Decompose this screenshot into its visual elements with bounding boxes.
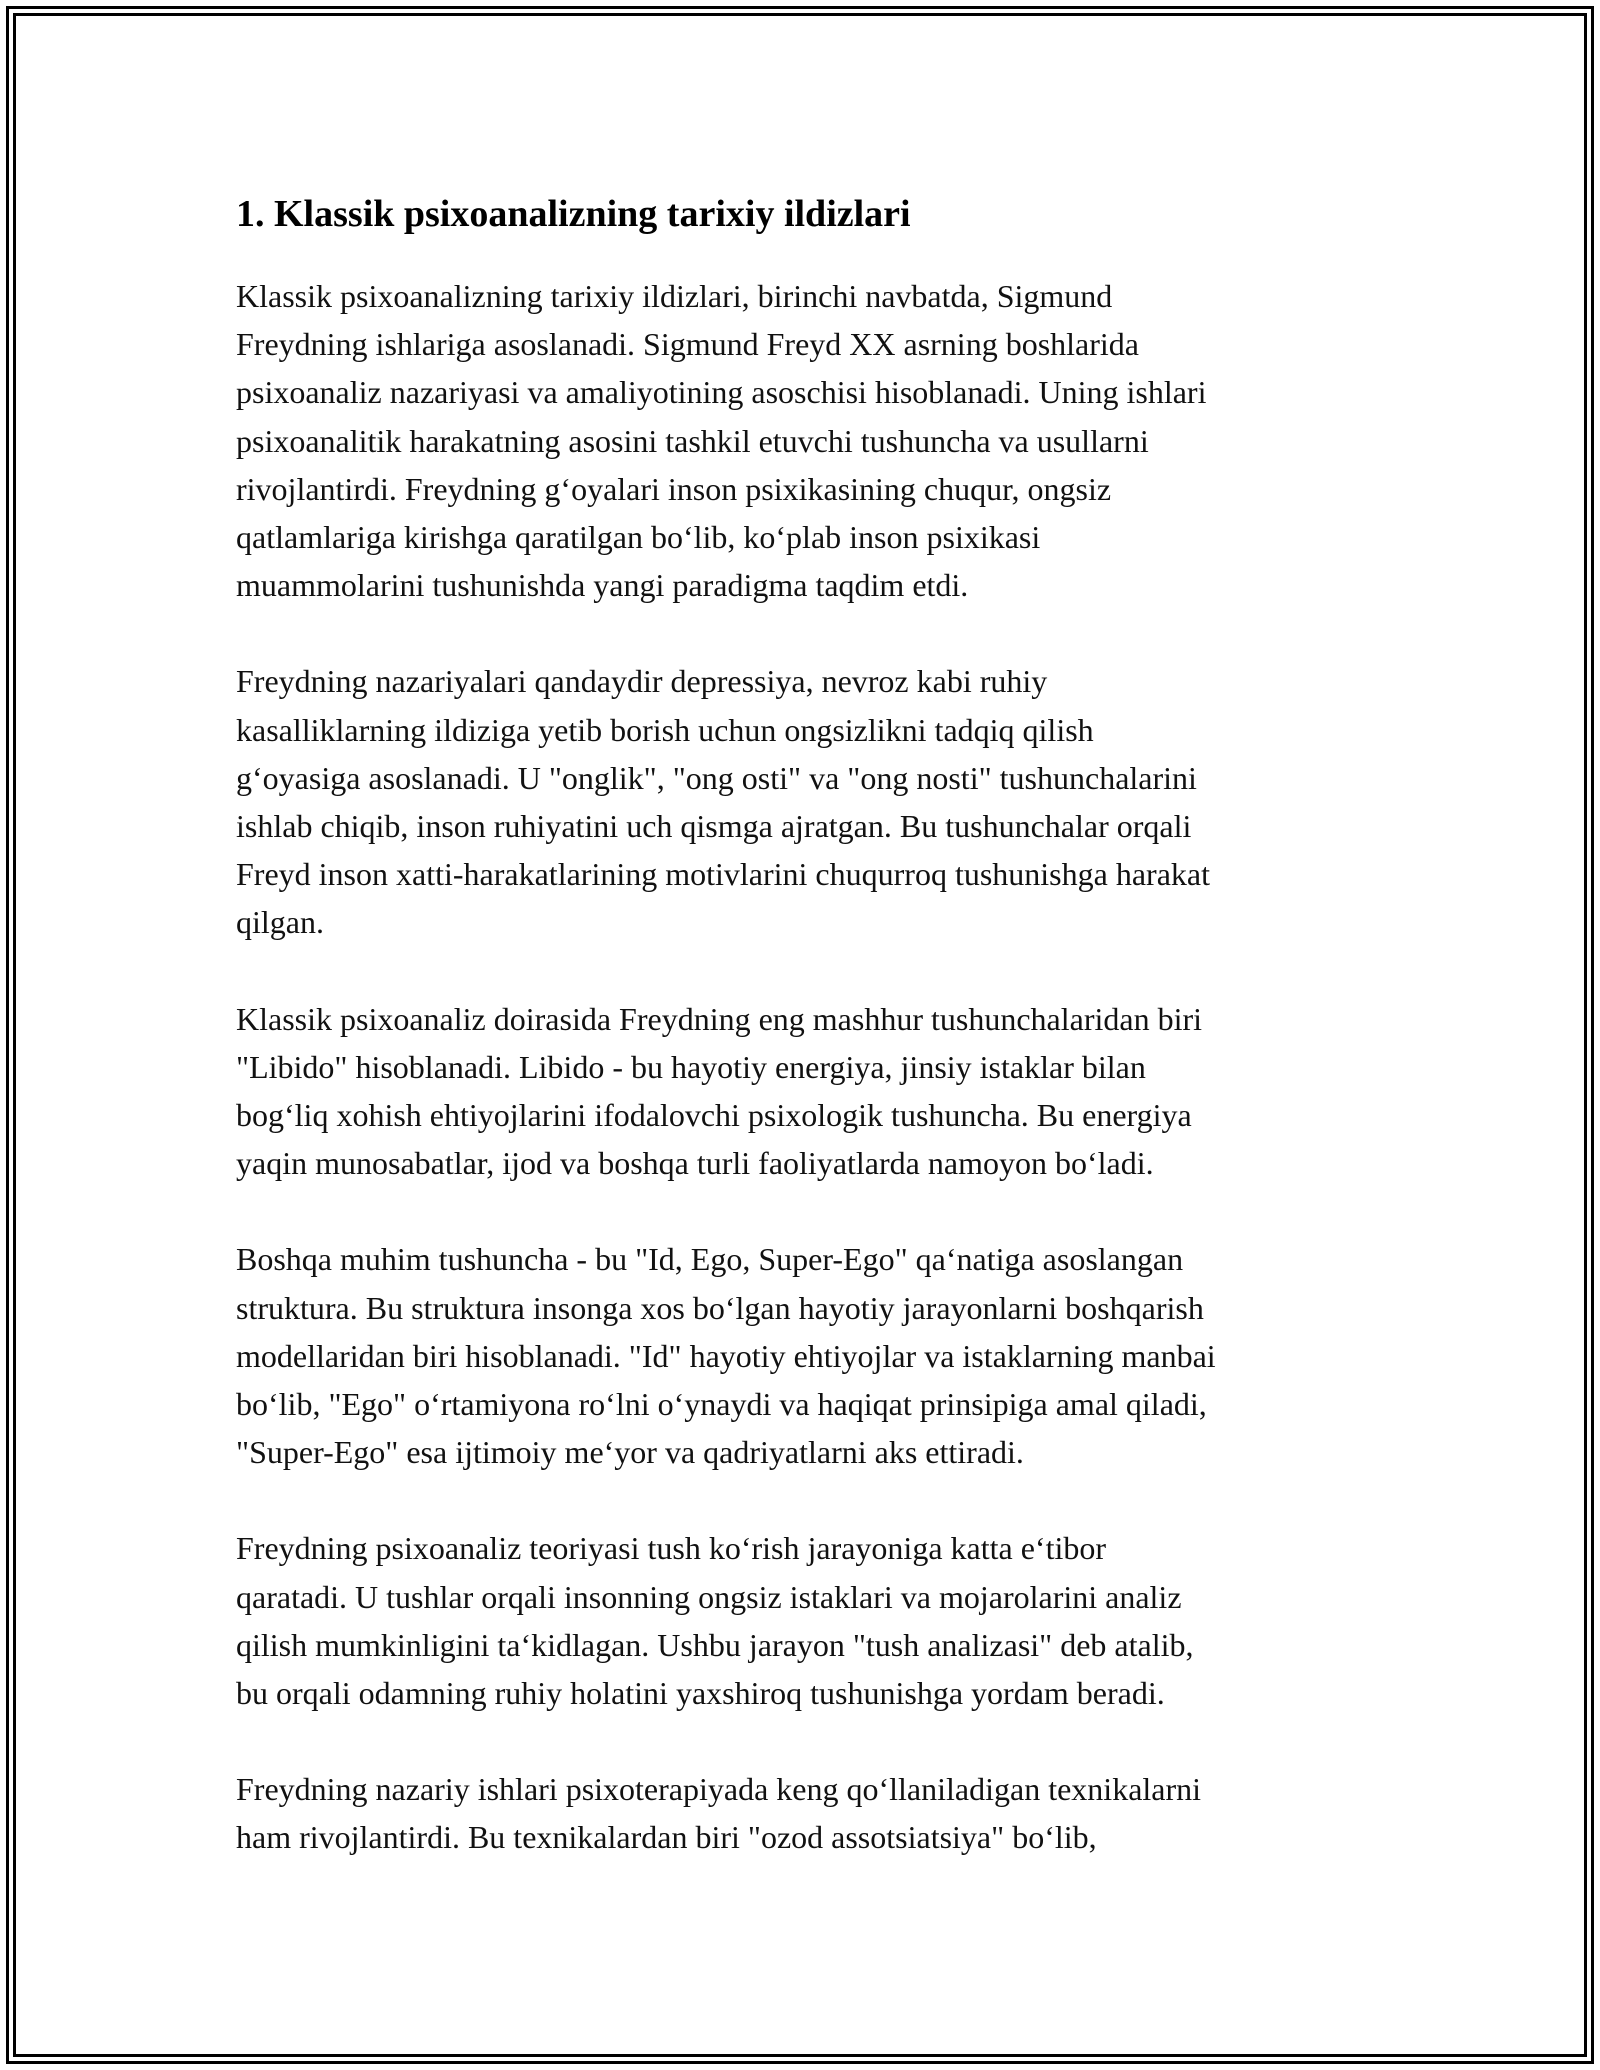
text-line: yaqin munosabatlar, ijod va boshqa turli faoliyatlarda namoyon boʻladi.: [236, 1145, 1154, 1182]
text-line: modellaridan biri hisoblanadi. "Id" hayotiy ehtiyojlar va istaklarning manbai: [236, 1337, 1216, 1374]
text-line: Freydning ishlariga asoslanadi. Sigmund Freyd XX asrning boshlarida: [236, 326, 1139, 363]
paragraph-6: [236, 1765, 1366, 1861]
text-line: struktura. Bu struktura insonga xos boʻlgan hayotiy jarayonlarni boshqarish: [236, 1289, 1204, 1326]
document-body: [236, 186, 1366, 1910]
text-line: qilish mumkinligini taʻkidlagan. Ushbu jarayon "tush analizasi" deb atalib,: [236, 1626, 1194, 1663]
paragraph-3: [236, 995, 1366, 1188]
text-line: qaratadi. U tushlar orqali insonning ongsiz istaklari va mojarolarini analiz: [236, 1578, 1182, 1615]
text-line: psixoanalitik harakatning asosini tashkil etuvchi tushuncha va usullarni: [236, 422, 1149, 459]
text-line: "Libido" hisoblanadi. Libido - bu hayotiy energiya, jinsiy istaklar bilan: [236, 1048, 1146, 1085]
text-line: Freydning psixoanaliz teoriyasi tush koʻrish jarayoniga katta eʻtibor: [236, 1530, 1106, 1567]
text-line: ishlab chiqib, inson ruhiyatini uch qismga ajratgan. Bu tushunchalar orqali: [236, 808, 1192, 845]
text-line: psixoanaliz nazariyasi va amaliyotining asoschisi hisoblanadi. Uning ishlari: [236, 374, 1207, 411]
text-line: muammolarini tushunishda yangi paradigma taqdim etdi.: [236, 567, 969, 604]
paragraph-5: [236, 1524, 1366, 1717]
text-line: Freydning nazariyalari qandaydir depressiya, nevroz kabi ruhiy: [236, 663, 1048, 700]
text-line: gʻoyasiga asoslanadi. U "onglik", "ong osti" va "ong nosti" tushunchalarini: [236, 759, 1197, 796]
text-line: bu orqali odamning ruhiy holatini yaxshiroq tushunishga yordam beradi.: [236, 1675, 1165, 1712]
text-line: Freydning nazariy ishlari psixoterapiyada keng qoʻllaniladigan texnikalarni: [236, 1771, 1202, 1808]
text-line: Klassik psixoanaliz doirasida Freydning eng mashhur tushunchalaridan biri: [236, 1000, 1203, 1037]
text-line: Boshqa muhim tushuncha - bu "Id, Ego, Super-Ego" qaʻnatiga asoslangan: [236, 1241, 1184, 1278]
text-line: "Super-Ego" esa ijtimoiy meʻyor va qadriyatlarni aks ettiradi.: [236, 1434, 1024, 1471]
text-line: qilgan.: [236, 904, 324, 941]
text-line: bogʻliq xohish ehtiyojlarini ifodalovchi psixologik tushuncha. Bu energiya: [236, 1097, 1192, 1134]
paragraph-1: [236, 272, 1366, 609]
paragraph-4: [236, 1235, 1366, 1476]
text-line: boʻlib, "Ego" oʻrtamiyona roʻlni oʻynaydi va haqiqat prinsipiga amal qiladi,: [236, 1386, 1207, 1423]
text-line: Klassik psixoanalizning tarixiy ildizlari, birinchi navbatda, Sigmund: [236, 278, 1113, 314]
text-line: kasalliklarning ildiziga yetib borish uchun ongsizlikni tadqiq qilish: [236, 711, 1094, 748]
text-line: ham rivojlantirdi. Bu texnikalardan biri "ozod assotsiatsiya" boʻlib,: [236, 1819, 1097, 1856]
section-heading: 1. Klassik psixoanalizning tarixiy ildizlari: [236, 193, 911, 235]
text-line: qatlamlariga kirishga qaratilgan boʻlib, koʻplab inson psixikasi: [236, 519, 1041, 556]
paragraph-2: [236, 657, 1366, 946]
text-line: Freyd inson xatti-harakatlarining motivlarini chuqurroq tushunishga harakat: [236, 856, 1210, 893]
text-line: rivojlantirdi. Freydning gʻoyalari inson psixikasining chuqur, ongsiz: [236, 470, 1112, 507]
